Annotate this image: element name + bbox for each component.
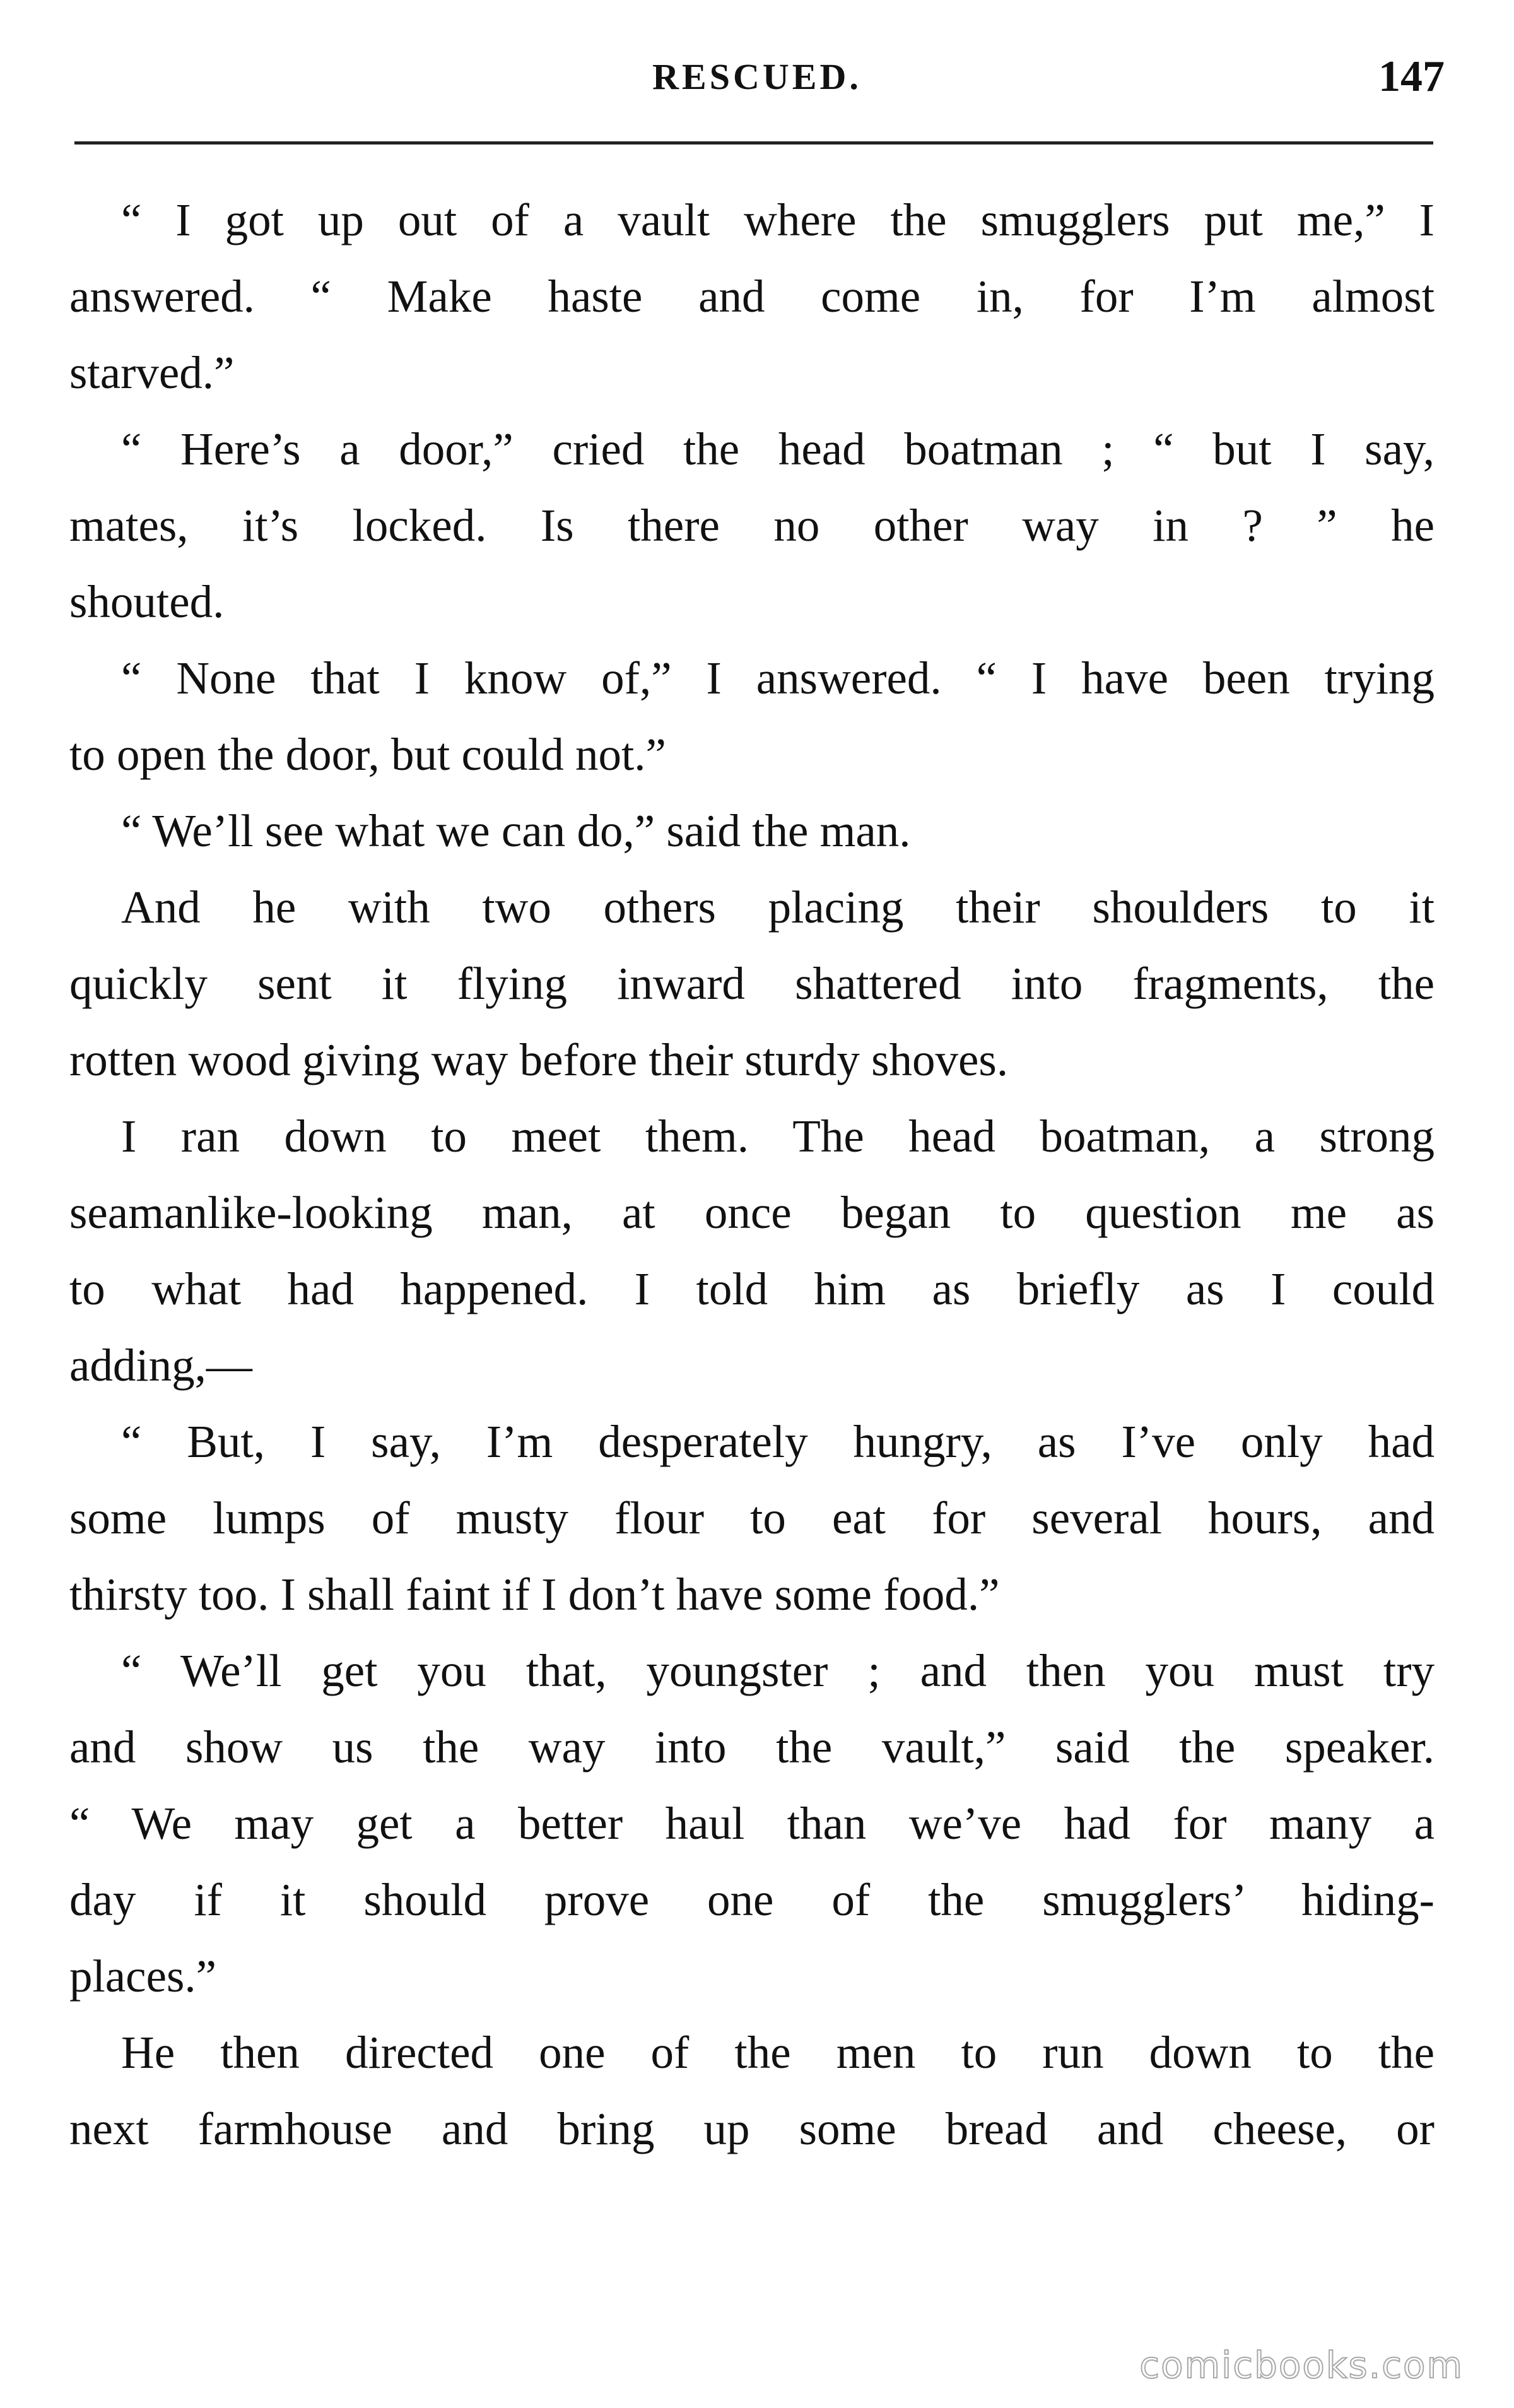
text-line: and show us the way into the vault,” said the speaker. (69, 1721, 1435, 1773)
text-line: starved.” (69, 347, 235, 398)
text-line: answered. “ Make haste and come in, for I’m almost (69, 271, 1435, 322)
text-line: He then directed one of the men to run down to the (121, 2027, 1435, 2078)
running-head: RESCUED. (652, 56, 862, 97)
text-line: to what had happened. I told him as briefly as I could (69, 1263, 1435, 1314)
text-line: And he with two others placing their shoulders to it (121, 882, 1435, 933)
text-line: “ We’ll see what we can do,” said the man. (121, 805, 911, 856)
text-line: “ I got up out of a vault where the smugglers put me,” I (121, 194, 1435, 245)
text-line: some lumps of musty flour to eat for several hours, and (69, 1492, 1435, 1543)
text-line: quickly sent it flying inward shattered into fragments, the (69, 958, 1435, 1009)
text-line: “ We’ll get you that, youngster ; and then you must try (121, 1645, 1435, 1696)
text-line: next farmhouse and bring up some bread and cheese, or (69, 2103, 1435, 2154)
text-line: mates, it’s locked. Is there no other way in ? ” he (69, 500, 1435, 551)
text-line: “ None that I know of,” I answered. “ I have been trying (121, 652, 1435, 704)
text-line: thirsty too. I shall faint if I don’t have some food.” (69, 1569, 1000, 1620)
watermark: comicbooks.com (1139, 2344, 1464, 2387)
page-header (69, 52, 1445, 112)
body-text (69, 182, 1435, 2167)
text-line: seamanlike-looking man, at once began to question me as (69, 1187, 1435, 1238)
text-line: “ Here’s a door,” cried the head boatman ; “ but I say, (121, 423, 1435, 475)
page-number: 147 (1378, 52, 1445, 101)
text-line: “ But, I say, I’m desperately hungry, as I’ve only had (121, 1416, 1435, 1467)
text-line: places.” (69, 1951, 217, 2002)
header-rule (74, 141, 1433, 145)
text-line: to open the door, but could not.” (69, 729, 666, 780)
text-line: “ We may get a better haul than we’ve had for many a (69, 1798, 1435, 1849)
text-line: shouted. (69, 576, 225, 627)
text-line: adding,— (69, 1340, 252, 1391)
text-line: I ran down to meet them. The head boatman, a strong (121, 1111, 1435, 1162)
text-line: day if it should prove one of the smugglers’ hiding- (69, 1874, 1435, 1925)
text-line: rotten wood giving way before their sturdy shoves. (69, 1034, 1009, 1085)
